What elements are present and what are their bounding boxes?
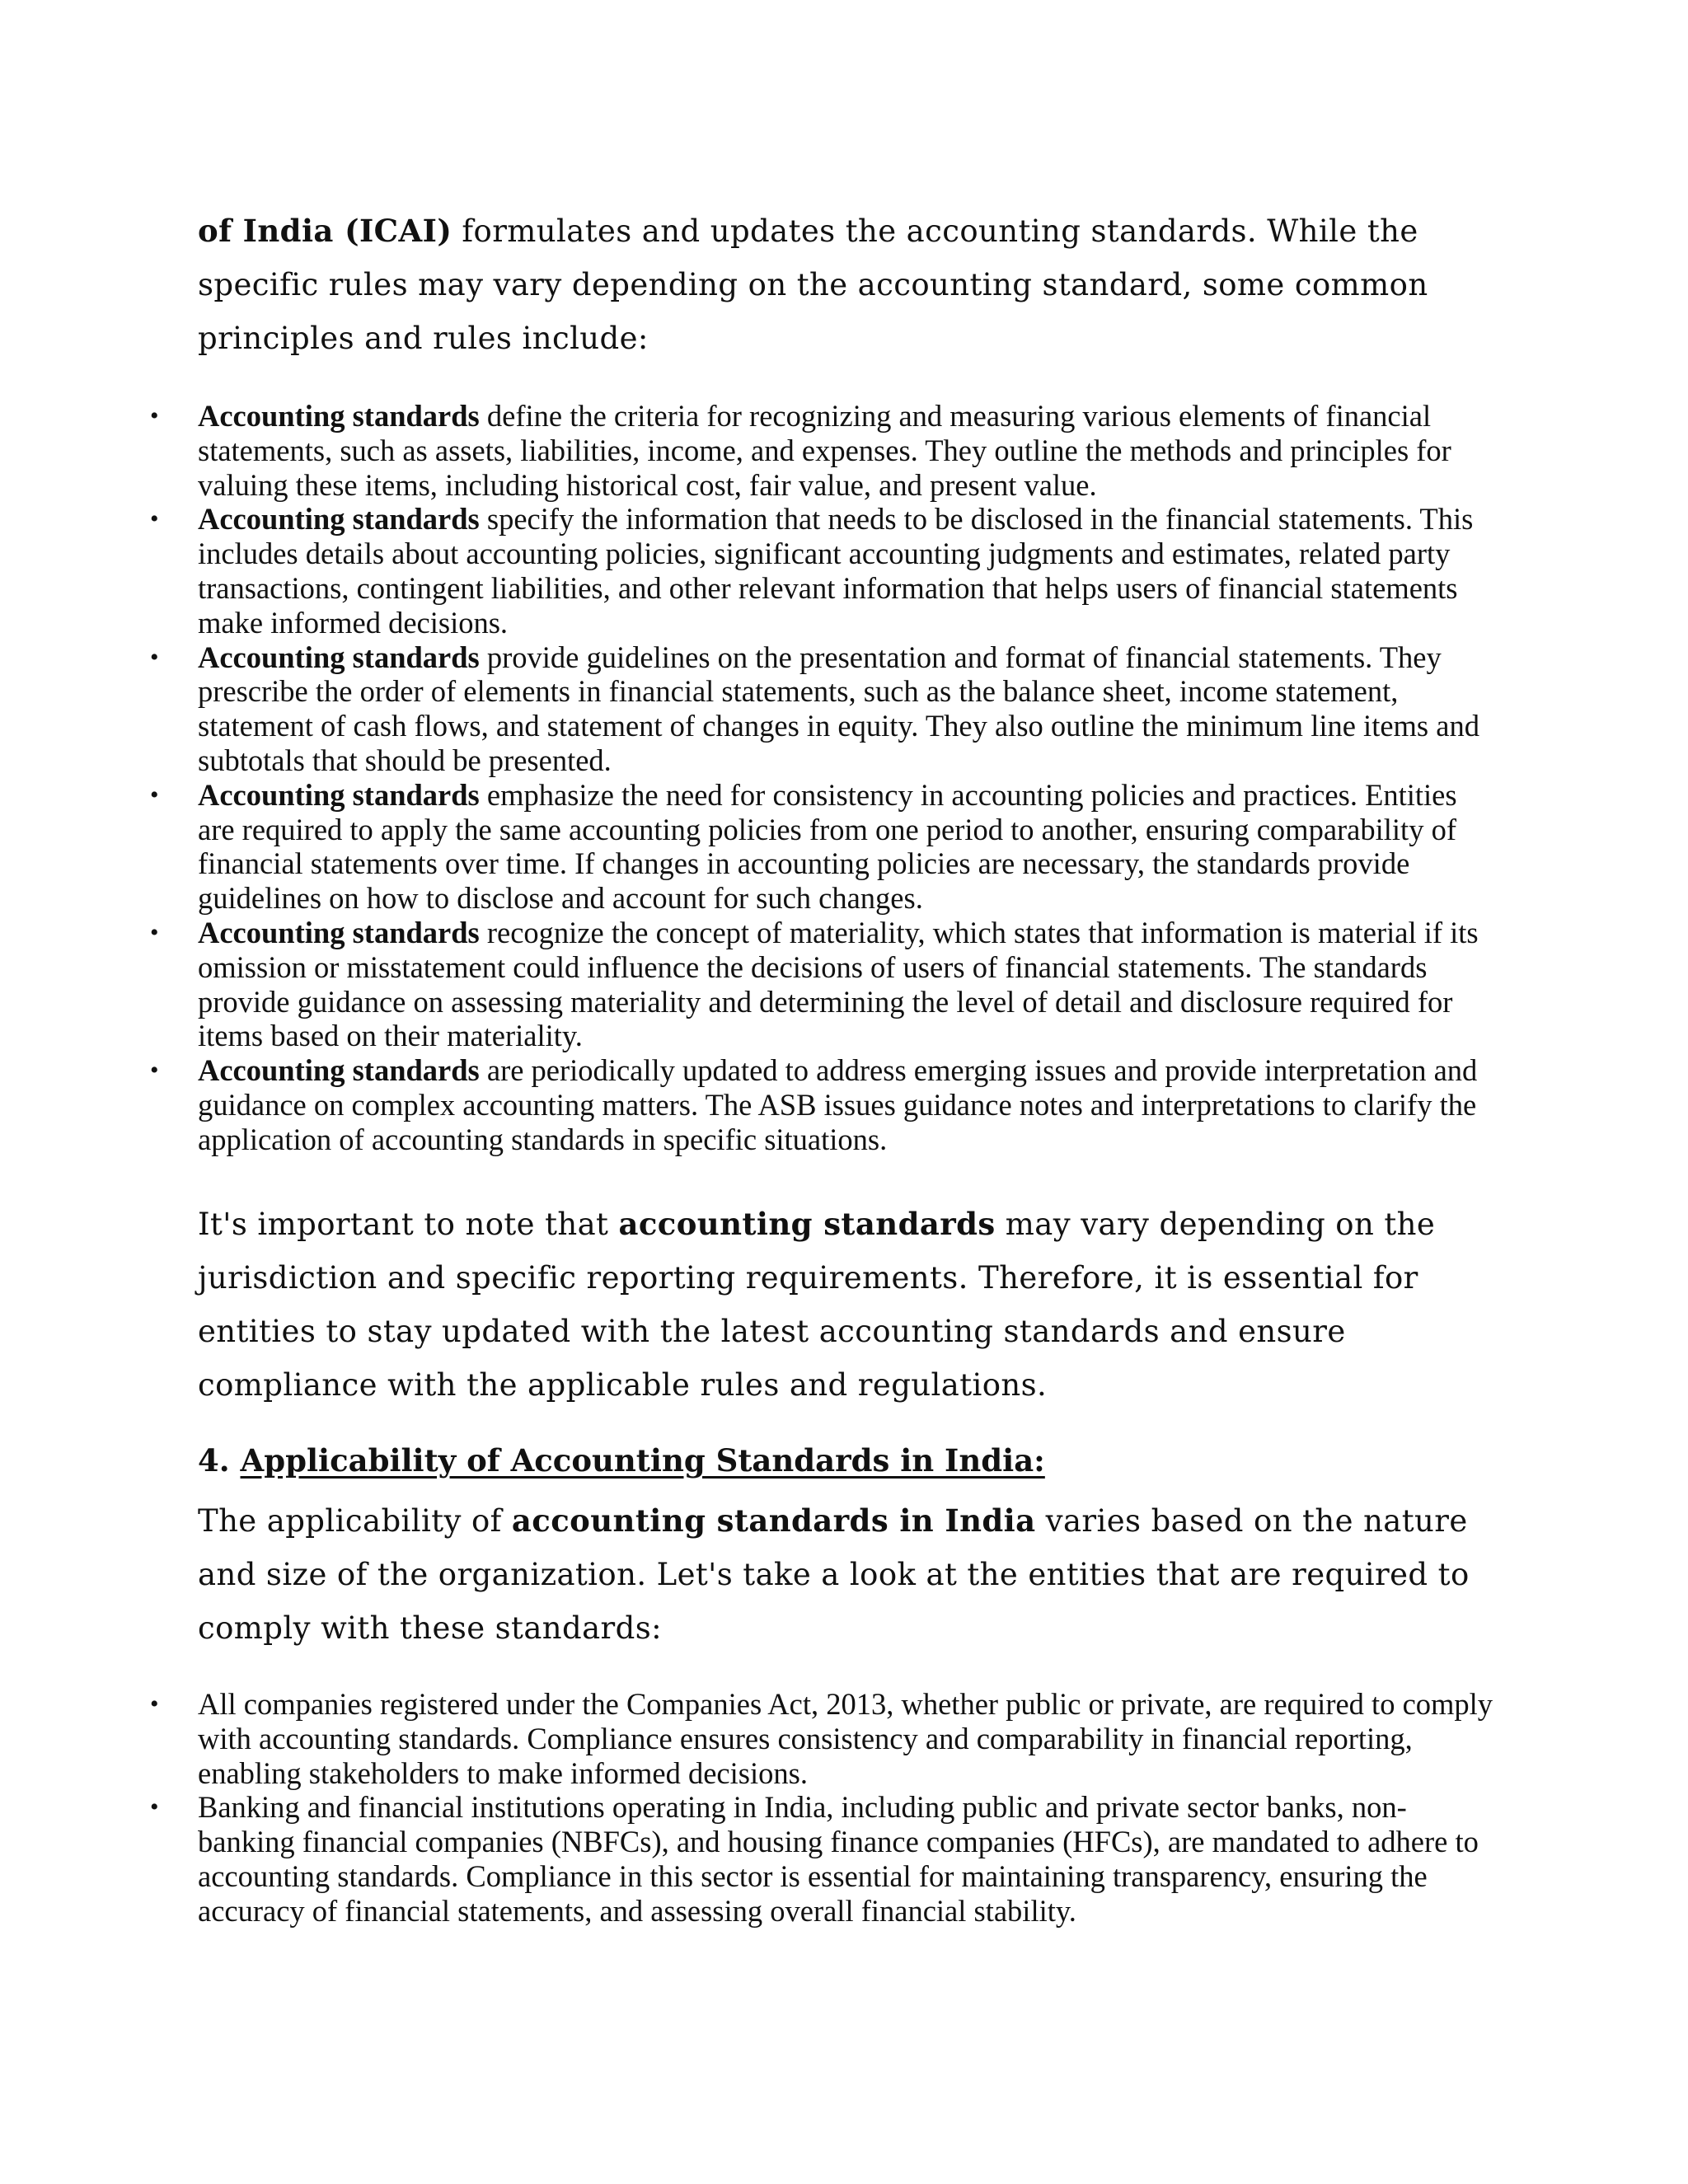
intro-paragraph [198, 204, 1492, 365]
section-heading [198, 1438, 1045, 1483]
rule-lead: Accounting standards [198, 399, 480, 433]
list-item [0, 1053, 1500, 1156]
applicability-paragraph [198, 1494, 1492, 1655]
rule-lead: Accounting standards [198, 640, 480, 674]
entities-list [0, 1687, 1500, 1929]
bullet: • [150, 1793, 159, 1821]
bullet: • [150, 505, 159, 533]
bullet: • [150, 780, 159, 808]
applicability-after: varies based on the nature and size of the organization. Let's take a look at the entities that are required to comply with these standards: [198, 1503, 1470, 1646]
intro-bold: of India (ICAI) [198, 213, 452, 249]
rule-lead: Accounting standards [198, 915, 480, 949]
rule-text: are periodically updated to address emerging issues and provide interpretation and guidance on complex accounting matters. The ASB issues guidance notes and interpretations to clarify the application of accounting standards in specific situations. [198, 1053, 1478, 1156]
entity-text: All companies registered under the Companies Act, 2013, whether public or private, are required to comply with accounting standards. Compliance ensures consistency and comparability in financial reporting, enabling stakeholders to make informed decisions. [198, 1687, 1493, 1790]
entity-text: Banking and financial institutions operating in India, including public and private sector banks, non-banking financial companies (NBFCs), and housing finance companies (HFCs), are mandated to adhere to accounting standards. Compliance in this sector is essential for maintaining transparency, ensuring the accuracy of financial statements, and assessing overall financial stability. [198, 1790, 1479, 1928]
note-paragraph [198, 1197, 1492, 1412]
section-number: 4. [198, 1442, 241, 1479]
applicability-before: The applicability of [198, 1503, 512, 1539]
bullet: • [150, 643, 159, 671]
rule-lead: Accounting standards [198, 777, 480, 812]
list-item [0, 399, 1500, 502]
rule-text: specify the information that needs to be disclosed in the financial statements. This includes details about accounting policies, significant accounting judgments and estimates, related party transactions, contingent liabilities, and other relevant information that helps users of financial statements make informed decisions. [198, 502, 1474, 640]
rule-text: recognize the concept of materiality, which states that information is material if its omission or misstatement could influence the decisions of users of financial statements. The standards provide guidance on assessing materiality and determining the level of detail and disclosure required for items based on their materiality. [198, 915, 1479, 1053]
bullet: • [150, 918, 159, 946]
rule-text: provide guidelines on the presentation and format of financial statements. They prescribe the order of elements in financial statements, such as the balance sheet, income statement, statement of cash flows, and statement of changes in equity. They also outline the minimum line items and subtotals that should be presented. [198, 640, 1479, 777]
bullet: • [150, 1057, 159, 1085]
applicability-bold: accounting standards in India [511, 1502, 1036, 1539]
list-item [0, 1790, 1500, 1928]
rule-text: emphasize the need for consistency in accounting policies and practices. Entities are required to apply the same accounting policies from one period to another, ensuring comparability of financial statements over time. If changes in accounting policies are necessary, the standards provide guidelines on how to disclose and account for such changes. [198, 777, 1457, 916]
rule-lead: Accounting standards [198, 1053, 480, 1088]
section-title: Applicability of Accounting Standards in India: [240, 1442, 1045, 1479]
list-item [0, 640, 1500, 778]
intro-text: formulates and updates the accounting standards. While the specific rules may vary depending on the accounting standard, some common principles and rules include: [198, 213, 1428, 356]
note-after: may vary depending on the jurisdiction and specific reporting requirements. Therefore, it is essential for entities to stay updated with the latest accounting standards and ensure compliance with the applicable rules and regulations. [198, 1207, 1436, 1403]
list-item [0, 1687, 1500, 1790]
rule-lead: Accounting standards [198, 502, 480, 537]
note-bold: accounting standards [618, 1206, 996, 1242]
list-item [0, 502, 1500, 640]
list-item [0, 916, 1500, 1053]
rule-text: define the criteria for recognizing and measuring various elements of financial statements, such as assets, liabilities, income, and expenses. They outline the methods and principles for valuing these items, including historical cost, fair value, and present value. [198, 399, 1451, 502]
note-before: It's important to note that [198, 1207, 619, 1242]
list-item [0, 778, 1500, 916]
bullet: • [150, 1690, 159, 1718]
bullet: • [150, 402, 159, 429]
rules-list [0, 399, 1500, 1157]
